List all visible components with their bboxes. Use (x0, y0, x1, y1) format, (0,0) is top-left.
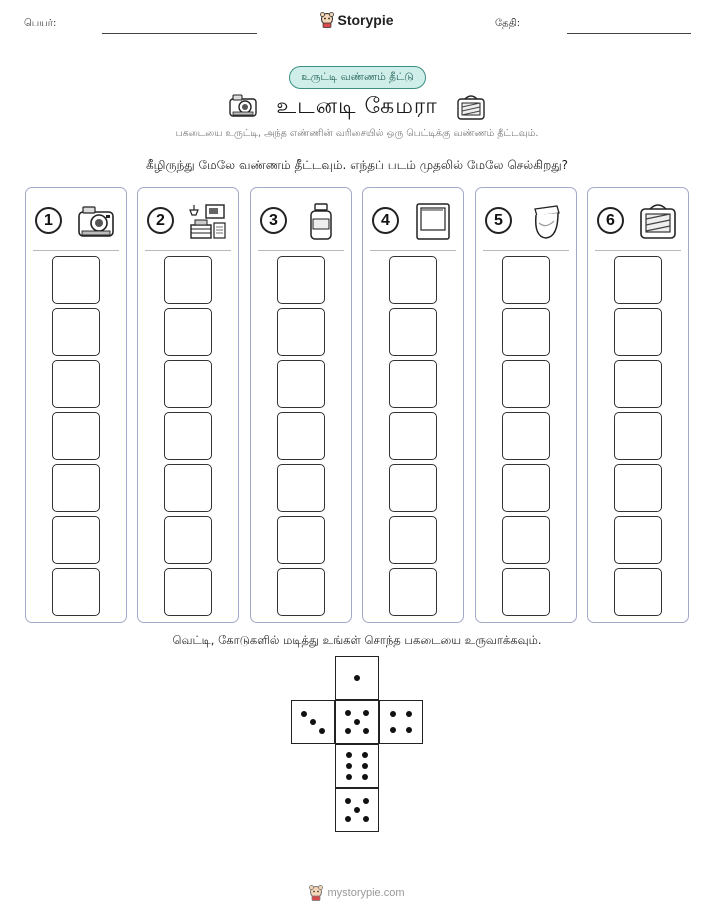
color-box[interactable] (389, 464, 437, 512)
dice-pip (346, 763, 352, 769)
brand-logo (0, 12, 714, 32)
dice-pip (354, 719, 360, 725)
color-box[interactable] (614, 412, 662, 460)
color-box[interactable] (389, 568, 437, 616)
dice-pip (354, 675, 360, 681)
dice-instruction: வெட்டி, கோடுகளில் மடித்து உங்கள் சொந்த பகடையை உருவாக்கவும். (172, 633, 542, 647)
column-number: 5 (485, 207, 512, 234)
color-box[interactable] (502, 464, 550, 512)
dice-pip (363, 710, 369, 716)
color-box[interactable] (502, 412, 550, 460)
color-box[interactable] (502, 360, 550, 408)
storypie-mascot-icon (309, 885, 323, 901)
column-divider (145, 250, 231, 251)
column-header (363, 188, 463, 250)
color-box[interactable] (277, 464, 325, 512)
roll-column-6 (587, 187, 689, 623)
column-header (476, 188, 576, 250)
printer-photos-icon (188, 201, 228, 241)
dice-pip (310, 719, 316, 725)
dice-pip (406, 727, 412, 733)
color-box[interactable] (277, 412, 325, 460)
roll-column-3 (250, 187, 352, 623)
dice-pip (301, 711, 307, 717)
dice-face (335, 700, 379, 744)
camera-bag-icon (638, 201, 678, 241)
color-box[interactable] (277, 308, 325, 356)
dice-face (335, 788, 379, 832)
color-box[interactable] (389, 516, 437, 564)
roll-column-1 (25, 187, 127, 623)
color-box[interactable] (52, 464, 100, 512)
dice-pip (345, 816, 351, 822)
column-number: 2 (147, 207, 174, 234)
column-divider (595, 250, 681, 251)
color-box[interactable] (614, 308, 662, 356)
color-box[interactable] (52, 568, 100, 616)
color-box[interactable] (164, 256, 212, 304)
dice-pip (345, 798, 351, 804)
footer (0, 885, 714, 905)
roll-column-2 (137, 187, 239, 623)
column-header (251, 188, 351, 250)
color-box[interactable] (614, 360, 662, 408)
color-box[interactable] (164, 360, 212, 408)
dice-pip (362, 763, 368, 769)
bottle-icon (301, 201, 341, 241)
column-divider (33, 250, 119, 251)
dice-pip (363, 728, 369, 734)
color-box[interactable] (52, 516, 100, 564)
dice-face (335, 656, 379, 700)
roll-column-4 (362, 187, 464, 623)
color-box[interactable] (614, 568, 662, 616)
dice-pip (346, 774, 352, 780)
color-box[interactable] (277, 568, 325, 616)
color-box[interactable] (52, 412, 100, 460)
color-box[interactable] (614, 464, 662, 512)
question: கீழிருந்து மேலே வண்ணம் தீட்டவும். எந்தப் படம் முதலில் மேலே செல்கிறது? (145, 158, 569, 172)
column-divider (258, 250, 344, 251)
color-box[interactable] (614, 256, 662, 304)
color-box[interactable] (52, 308, 100, 356)
color-box[interactable] (502, 568, 550, 616)
column-number: 6 (597, 207, 624, 234)
column-number: 4 (372, 207, 399, 234)
dice-pip (363, 798, 369, 804)
color-box[interactable] (277, 360, 325, 408)
dice-pip (354, 807, 360, 813)
name-label: பெயர்: (24, 18, 57, 29)
color-box[interactable] (389, 308, 437, 356)
color-box[interactable] (164, 412, 212, 460)
color-box[interactable] (502, 516, 550, 564)
column-number: 3 (260, 207, 287, 234)
dice-pip (345, 728, 351, 734)
color-box[interactable] (389, 360, 437, 408)
dice-pip (363, 816, 369, 822)
instant-camera-icon (76, 201, 116, 241)
date-line (567, 33, 691, 34)
color-box[interactable] (164, 516, 212, 564)
color-box[interactable] (502, 256, 550, 304)
dice-pip (390, 711, 396, 717)
dice-face (379, 700, 423, 744)
dice-face (335, 744, 379, 788)
brand-name: Storypie (337, 12, 394, 28)
dice-pip (346, 752, 352, 758)
date-label: தேதி: (495, 18, 521, 29)
film-pouch-icon (526, 201, 566, 241)
name-line (102, 33, 257, 34)
color-box[interactable] (389, 256, 437, 304)
dice-pip (406, 711, 412, 717)
dice-pip (319, 728, 325, 734)
camera-bag-icon (456, 93, 486, 121)
activity-tag: உருட்டி வண்ணம் தீட்டு (289, 66, 426, 89)
roll-column-5 (475, 187, 577, 623)
dice-pip (390, 727, 396, 733)
column-header (588, 188, 688, 250)
color-box[interactable] (164, 308, 212, 356)
color-box[interactable] (164, 464, 212, 512)
column-divider (370, 250, 456, 251)
color-box[interactable] (502, 308, 550, 356)
storypie-mascot-icon (320, 12, 334, 28)
dice-face (291, 700, 335, 744)
color-box[interactable] (614, 516, 662, 564)
color-box[interactable] (277, 256, 325, 304)
column-divider (483, 250, 569, 251)
column-number: 1 (35, 207, 62, 234)
subtitle: பகடையை உருட்டி, அந்த எண்ணின் வரிசையில் ஒரு பெட்டிக்கு வண்ணம் தீட்டவும். (175, 128, 539, 139)
color-box[interactable] (277, 516, 325, 564)
footer-url: mystorypie.com (327, 887, 405, 899)
color-box[interactable] (52, 256, 100, 304)
color-box[interactable] (164, 568, 212, 616)
page-title: உடனடி கேமரா (276, 94, 438, 119)
dice-pip (362, 774, 368, 780)
column-header (138, 188, 238, 250)
color-box[interactable] (389, 412, 437, 460)
color-box[interactable] (52, 360, 100, 408)
column-header (26, 188, 126, 250)
dice-pip (345, 710, 351, 716)
dice-pip (362, 752, 368, 758)
photo-frame-icon (413, 201, 453, 241)
